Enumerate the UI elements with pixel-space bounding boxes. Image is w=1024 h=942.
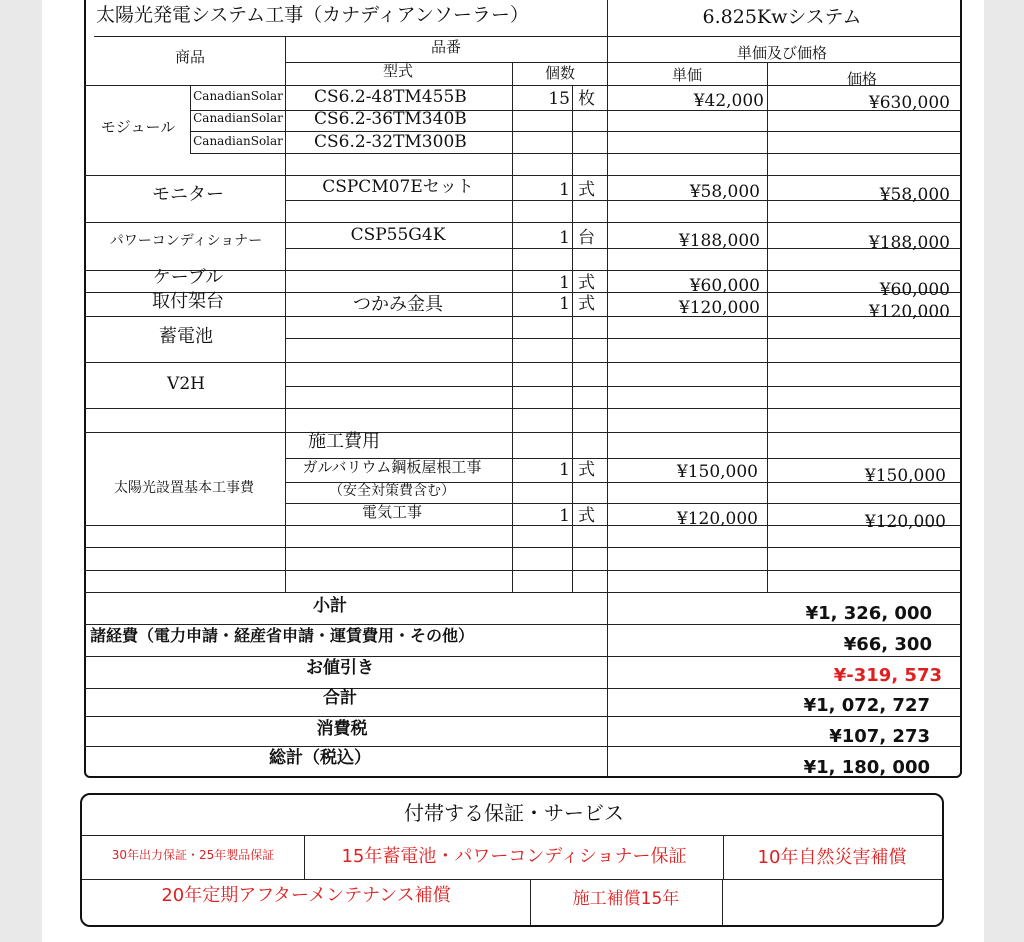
v2h-label: V2H [167, 374, 205, 394]
roof-unit: 式 [578, 460, 595, 480]
rule [84, 362, 960, 363]
grand-total-value: ¥1, 180, 000 [803, 757, 930, 778]
elec-qty: 1 [559, 506, 570, 526]
rule [84, 408, 960, 409]
rule [84, 316, 960, 317]
base-work-label: 太陽光設置基本工事費 [114, 480, 254, 496]
mount-label: 取付架台 [152, 291, 224, 312]
pcs-unit: 台 [578, 228, 595, 248]
discount-value: ¥-319, 573 [833, 665, 942, 686]
pcs-price: ¥188,000 [868, 233, 950, 253]
monitor-label: モニター [152, 184, 224, 205]
warranty-battery-pcs: 15年蓄電池・パワーコンディショナー保証 [341, 846, 687, 867]
roof-unit-price: ¥150,000 [676, 462, 758, 482]
roof-note: （安全対策費含む） [329, 483, 455, 499]
column-model: 型式 [382, 62, 414, 80]
column-unit-price: 単価 [671, 66, 703, 84]
rule [285, 338, 960, 339]
rule [82, 835, 942, 836]
subtotal-value: ¥1, 326, 000 [805, 603, 932, 624]
total-label: 合計 [323, 688, 357, 708]
pcs-label: パワーコンディショナー [109, 233, 263, 249]
rule [84, 716, 960, 717]
monitor-model: CSPCM07Eセット [322, 177, 474, 197]
rule [84, 592, 960, 593]
monitor-unit: 式 [578, 180, 595, 200]
column-price-group: 単価及び価格 [736, 44, 828, 62]
cable-label: ケーブル [152, 267, 224, 288]
pcs-unit-price: ¥188,000 [678, 231, 760, 251]
maker-1: CanadianSolar [193, 89, 283, 103]
rule [190, 153, 960, 154]
left-margin [0, 0, 42, 942]
cable-unit: 式 [578, 273, 595, 293]
rule [84, 85, 960, 86]
pcs-qty: 1 [559, 228, 570, 248]
total-value: ¥1, 072, 727 [803, 695, 930, 716]
roof-qty: 1 [559, 460, 570, 480]
rule [285, 386, 960, 387]
model-3: CS6.2-32TM300B [314, 132, 467, 152]
rule [512, 62, 513, 592]
subtotal-label: 小計 [313, 596, 347, 616]
rule [190, 85, 191, 153]
roof-price: ¥150,000 [864, 466, 946, 486]
warranty-output: 30年出力保証・25年製品保証 [111, 848, 275, 862]
elec-work: 電気工事 [361, 503, 423, 521]
warranty-title: 付帯する保証・サービス [404, 801, 624, 825]
mount-qty: 1 [559, 294, 570, 314]
rule [84, 175, 960, 176]
rule [84, 432, 960, 433]
rule [84, 222, 960, 223]
elec-unit: 式 [578, 506, 595, 526]
elec-unit-price: ¥120,000 [676, 509, 758, 529]
rule [84, 547, 960, 548]
rule [722, 879, 723, 925]
mount-price: ¥120,000 [868, 302, 950, 322]
cable-price: ¥60,000 [879, 280, 950, 300]
fees-value: ¥66, 300 [843, 634, 932, 655]
module-unit-price: ¥42,000 [693, 91, 764, 111]
rule [285, 200, 960, 201]
rule [285, 36, 286, 592]
monitor-qty: 1 [559, 180, 570, 200]
pcs-model: CSP55G4K [350, 225, 446, 245]
monitor-unit-price: ¥58,000 [689, 182, 760, 202]
mount-model: つかみ金具 [353, 294, 443, 315]
divider-main [607, 0, 608, 776]
battery-label: 蓄電池 [159, 326, 213, 347]
warranty-disaster: 10年自然災害補償 [757, 847, 907, 868]
fees-label: 諸経費（電力申請・経産省申請・運賃費用・その他） [90, 626, 475, 645]
warranty-construction: 施工補償15年 [572, 889, 680, 909]
model-1: CS6.2-48TM455B [314, 87, 467, 107]
rule [84, 656, 960, 657]
monitor-price: ¥58,000 [879, 185, 950, 205]
model-2: CS6.2-36TM340B [314, 109, 467, 129]
mount-unit: 式 [578, 294, 595, 314]
rule [767, 62, 768, 592]
module-unit: 枚 [578, 89, 595, 109]
column-qty: 個数 [544, 64, 576, 82]
rule [84, 570, 960, 571]
rule [723, 835, 724, 879]
quotation-page [42, 0, 984, 942]
column-price: 価格 [846, 70, 878, 88]
system-capacity: 6.825Kwシステム [702, 6, 862, 28]
rule [84, 624, 960, 625]
rule [94, 36, 960, 37]
mount-unit-price: ¥120,000 [678, 298, 760, 318]
module-price: ¥630,000 [868, 93, 950, 113]
roof-work: ガルバリウム鋼板屋根工事 [302, 458, 482, 476]
module-label: モジュール [100, 118, 176, 136]
construction-heading: 施工費用 [308, 431, 380, 452]
rule [530, 879, 531, 925]
cable-unit-price: ¥60,000 [689, 276, 760, 296]
right-margin [984, 0, 1024, 942]
warranty-maintenance: 20年定期アフターメンテナンス補償 [161, 885, 451, 906]
document-title: 太陽光発電システム工事（カナディアンソーラー） [96, 4, 529, 26]
maker-3: CanadianSolar [193, 134, 283, 148]
rule [190, 131, 960, 132]
rule [82, 879, 942, 880]
discount-label: お値引き [306, 658, 374, 678]
cable-qty: 1 [559, 273, 570, 293]
rule [84, 688, 960, 689]
tax-label: 消費税 [316, 719, 368, 739]
grand-total-label: 総計（税込） [269, 748, 371, 768]
maker-2: CanadianSolar [193, 111, 283, 125]
rule [285, 248, 960, 249]
module-qty: 15 [548, 89, 570, 109]
tax-value: ¥107, 273 [829, 726, 930, 747]
elec-price: ¥120,000 [864, 512, 946, 532]
rule [304, 835, 305, 879]
column-product: 商品 [174, 48, 206, 66]
column-part-no: 品番 [430, 38, 462, 56]
rule [84, 525, 960, 526]
